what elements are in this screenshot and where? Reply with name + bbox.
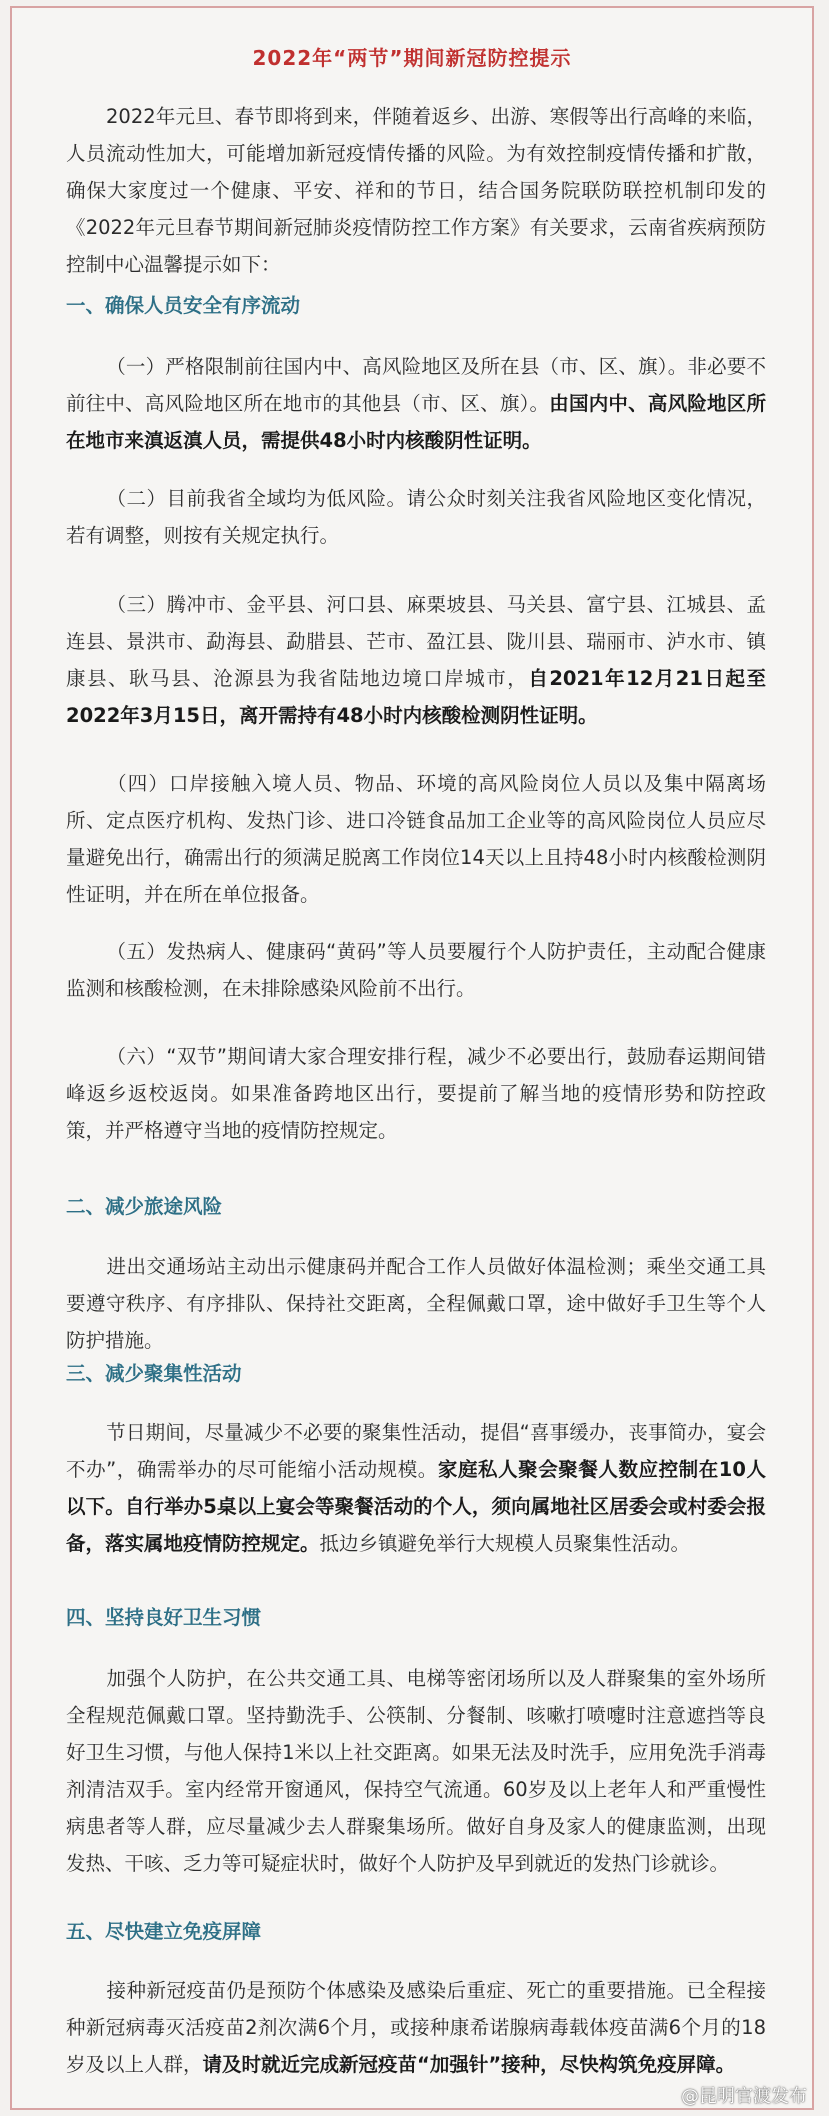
s1-paragraph-3: [66, 586, 766, 734]
s1-paragraph-4: [66, 765, 766, 913]
s1-p1-bold: 由国内中、高风险地区所在地市来滇返滇人员，需提供48小时内核酸阴性证明。: [66, 392, 766, 452]
s1-p1-text: （一）严格限制前往国内中、高风险地区及所在县（市、区、旗）。非必要不前往中、高风险地区所在地市的其他县（市、区、旗）。: [66, 355, 766, 415]
s1-paragraph-6: [66, 1038, 766, 1149]
s4-p1-text: 加强个人防护，在公共交通工具、电梯等密闭场所以及人群聚集的室外场所全程规范佩戴口罩。坚持勤洗手、公筷制、分餐制、咳嗽打喷嚏时注意遮挡等良好卫生习惯，与他人保持1米以上社交距离。如果无法及时洗手，应用免洗手消毒剂清洁双手。室内经常开窗通风，保持空气流通。60岁及以上老年人和严重慢性病患者等人群，应尽量减少去人群聚集场所。做好自身及家人的健康监测，出现发热、干咳、乏力等可疑症状时，做好个人防护及早到就近的发热门诊就诊。: [66, 1667, 766, 1875]
intro-text: 2022年元旦、春节即将到来，伴随着返乡、出游、寒假等出行高峰的来临，人员流动性加大，可能增加新冠疫情传播的风险。为有效控制疫情传播和扩散，确保大家度过一个健康、平安、祥和的节日，结合国务院联防联控机制印发的《2022年元旦春节期间新冠肺炎疫情防控工作方案》有关要求，云南省疾病预防控制中心温馨提示如下：: [66, 105, 766, 276]
section-5-heading: 五、尽快建立免疫屏障: [66, 1920, 262, 1943]
s1-p6-text: （六）“双节”期间请大家合理安排行程，减少不必要出行，鼓励春运期间错峰返乡返校返岗。如果准备跨地区出行，要提前了解当地的疫情形势和防控政策，并严格遵守当地的疫情防控规定。: [66, 1045, 766, 1142]
s1-paragraph-2: [66, 480, 766, 554]
s5-p1-bold: 请及时就近完成新冠疫苗“加强针”接种，尽快构筑免疫屏障。: [202, 2053, 736, 2076]
s2-paragraph-1: [66, 1248, 766, 1359]
s4-paragraph-1: [66, 1660, 766, 1882]
s5-paragraph-1: [66, 1972, 766, 2083]
s1-p5-text: （五）发热病人、健康码“黄码”等人员要履行个人防护责任，主动配合健康监测和核酸检测，在未排除感染风险前不出行。: [66, 940, 766, 1000]
s1-p3-bold: 自2021年12月21日起至2022年3月15日，离开需持有48小时内核酸检测阴性证明。: [66, 667, 766, 727]
s1-p4-text: （四）口岸接触入境人员、物品、环境的高风险岗位人员以及集中隔离场所、定点医疗机构、发热门诊、进口冷链食品加工企业等的高风险岗位人员应尽量避免出行，确需出行的须满足脱离工作岗位14天以上且持48小时内核酸检测阴性证明，并在所在单位报备。: [66, 772, 766, 906]
s1-p2-text: （二）目前我省全域均为低风险。请公众时刻关注我省风险地区变化情况，若有调整，则按有关规定执行。: [66, 487, 766, 547]
s3-p1-text: 节日期间，尽量减少不必要的聚集性活动，提倡“喜事缓办，丧事简办，宴会不办”，确需举办的尽可能缩小活动规模。: [66, 1421, 766, 1481]
section-2-heading: 二、减少旅途风险: [66, 1195, 223, 1218]
s1-p3-text: （三）腾冲市、金平县、河口县、麻栗坡县、马关县、富宁县、江城县、孟连县、景洪市、勐海县、勐腊县、芒市、盈江县、陇川县、瑞丽市、泸水市、镇康县、耿马县、沧源县为我省陆地边境口岸城市，: [66, 593, 766, 690]
section-3-heading: 三、减少聚集性活动: [66, 1362, 242, 1385]
section-4-heading: 四、坚持良好卫生习惯: [66, 1606, 262, 1629]
s3-p1-bold: 家庭私人聚会聚餐人数应控制在10人以下。自行举办5桌以上宴会等聚餐活动的个人，须向属地社区居委会或村委会报备，落实属地疫情防控规定。: [66, 1458, 767, 1555]
s3-p1-tail: 抵边乡镇避免举行大规模人员聚集性活动。: [319, 1532, 691, 1555]
s2-p1-text: 进出交通场站主动出示健康码并配合工作人员做好体温检测；乘坐交通工具要遵守秩序、有序排队、保持社交距离，全程佩戴口罩，途中做好手卫生等个人防护措施。: [66, 1255, 766, 1352]
watermark-text: @昆明官渡发布: [681, 2086, 807, 2107]
s5-p1-text: 接种新冠疫苗仍是预防个体感染及感染后重症、死亡的重要措施。已全程接种新冠病毒灭活疫苗2剂次满6个月，或接种康希诺腺病毒载体疫苗满6个月的18岁及以上人群，: [66, 1979, 766, 2076]
s1-paragraph-5: [66, 933, 766, 1007]
document-frame: [10, 6, 814, 2110]
s3-paragraph-1: [66, 1414, 766, 1562]
document-title: 2022年“两节”期间新冠防控提示: [252, 46, 572, 70]
section-1-heading: 一、确保人员安全有序流动: [66, 294, 301, 317]
s1-paragraph-1: [66, 348, 766, 459]
intro-paragraph: [66, 98, 766, 283]
